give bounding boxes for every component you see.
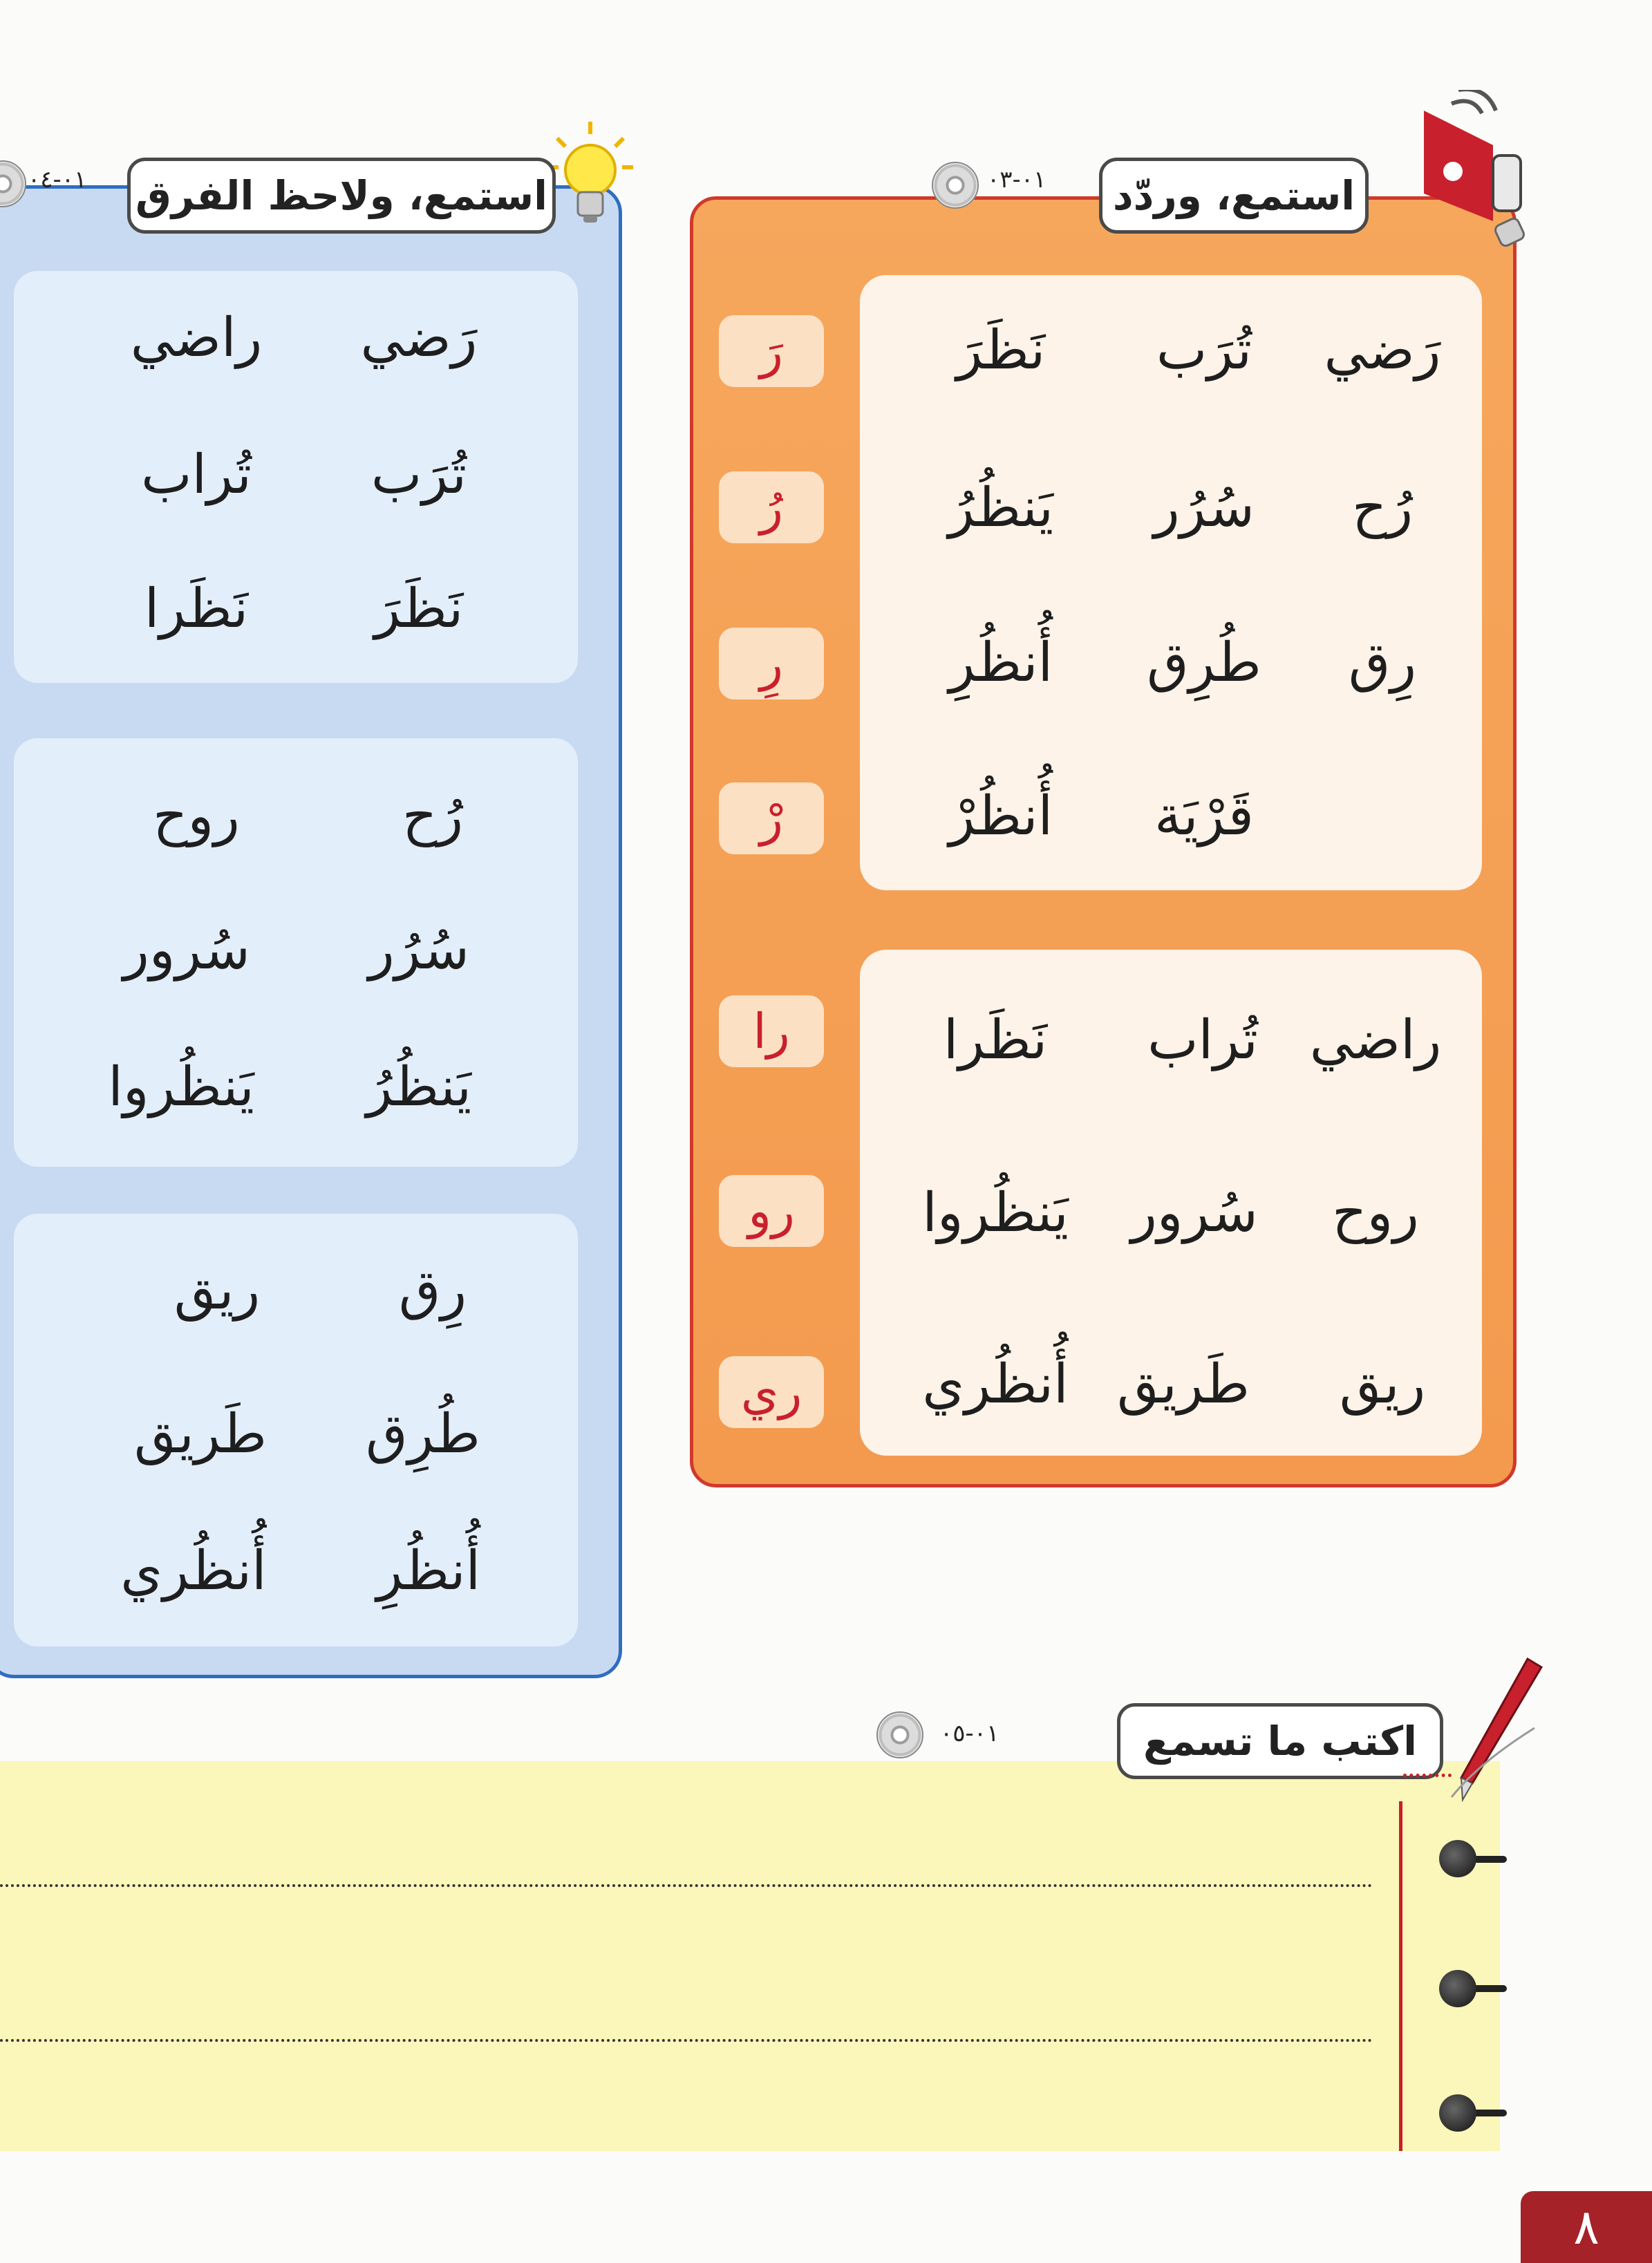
letter-tag: رْ: [719, 782, 824, 854]
short-vowel-word: يَنظُرُ: [366, 1056, 472, 1118]
title-dots: [1403, 1774, 1452, 1777]
word: تُرَب: [1156, 319, 1252, 382]
long-vowel-word: راضي: [130, 307, 263, 369]
long-vowel-word: ريق: [173, 1259, 261, 1322]
audio-track-code: ٠١-٠٣: [987, 166, 1046, 194]
word: أُنظُري: [922, 1353, 1069, 1416]
word: أُنظُرِ: [948, 632, 1053, 694]
word: نَظَرا: [943, 1009, 1048, 1071]
listen-notice-title: استمع، ولاحظ الفرق: [127, 158, 556, 234]
writing-strip: [0, 1761, 1500, 2151]
listen-repeat-title: استمع، وردّد: [1099, 158, 1369, 234]
long-vowel-word: نَظَرا: [144, 578, 249, 640]
word: رَضي: [1324, 319, 1441, 382]
word: روح: [1332, 1182, 1419, 1244]
word: ريق: [1339, 1353, 1426, 1416]
short-vowel-word: تُرَب: [370, 444, 467, 506]
short-vowel-word: نَظَرَ: [374, 578, 464, 640]
short-vowel-word: رُح: [402, 785, 464, 847]
compare-box-1: [14, 271, 578, 683]
binder-ring-icon: [1439, 1840, 1476, 1877]
long-vowel-word: طَريق: [134, 1403, 267, 1465]
short-vowel-word: رِق: [398, 1259, 467, 1322]
letter-tag: را: [719, 995, 824, 1067]
word: راضي: [1309, 1009, 1442, 1071]
word: يَنظُرُ: [948, 477, 1054, 539]
long-vowel-word: روح: [153, 785, 240, 847]
letter-tag: رِ: [719, 628, 824, 699]
audio-cd-icon[interactable]: [932, 162, 979, 209]
long-vowel-word: تُراب: [141, 444, 252, 506]
write-title: اكتب ما تسمع: [1117, 1703, 1443, 1779]
binder-ring-icon: [1439, 2094, 1476, 2132]
word: نَظَرَ: [956, 319, 1046, 382]
word: طَريق: [1117, 1353, 1250, 1416]
compare-box-3: [14, 1214, 578, 1646]
audio-track-code: ٠١-٠٤: [28, 166, 87, 194]
margin-line: [1399, 1801, 1402, 2151]
word: سُرُر: [1153, 477, 1255, 539]
word: أُنظُرْ: [948, 785, 1053, 847]
long-vowel-word: سُرور: [123, 919, 250, 982]
word: رِق: [1348, 632, 1417, 694]
word: طُرِق: [1147, 632, 1261, 694]
long-vowel-word: أُنظُري: [120, 1540, 267, 1602]
pen-icon: [1438, 1652, 1562, 1811]
word: قَرْيَة: [1154, 785, 1254, 847]
short-vowel-word: سُرُر: [368, 919, 470, 982]
word: يَنظُروا: [922, 1182, 1069, 1244]
word: تُراب: [1147, 1009, 1258, 1071]
binder-ring-icon: [1439, 1970, 1476, 2007]
audio-cd-icon[interactable]: [876, 1711, 923, 1758]
lightbulb-icon: [546, 118, 636, 242]
letter-tag: رَ: [719, 315, 824, 387]
writing-line-2[interactable]: [0, 2039, 1373, 2042]
megaphone-icon: [1410, 90, 1534, 249]
word: رُح: [1351, 477, 1414, 539]
word: سُرور: [1131, 1182, 1258, 1244]
long-vowel-word: يَنظُروا: [108, 1056, 254, 1118]
short-vowel-word: أُنظُرِ: [376, 1540, 481, 1602]
compare-box-2: [14, 738, 578, 1167]
letter-tag: رُ: [719, 471, 824, 543]
short-vowel-word: رَضي: [360, 307, 478, 369]
letter-tag: ري: [719, 1356, 824, 1428]
writing-line-1[interactable]: [0, 1884, 1373, 1887]
short-vowel-word: طُرِق: [366, 1403, 480, 1465]
audio-track-code: ٠١-٠٥: [940, 1720, 999, 1747]
letter-tag: رو: [719, 1175, 824, 1247]
page-number: ٨: [1521, 2191, 1652, 2263]
